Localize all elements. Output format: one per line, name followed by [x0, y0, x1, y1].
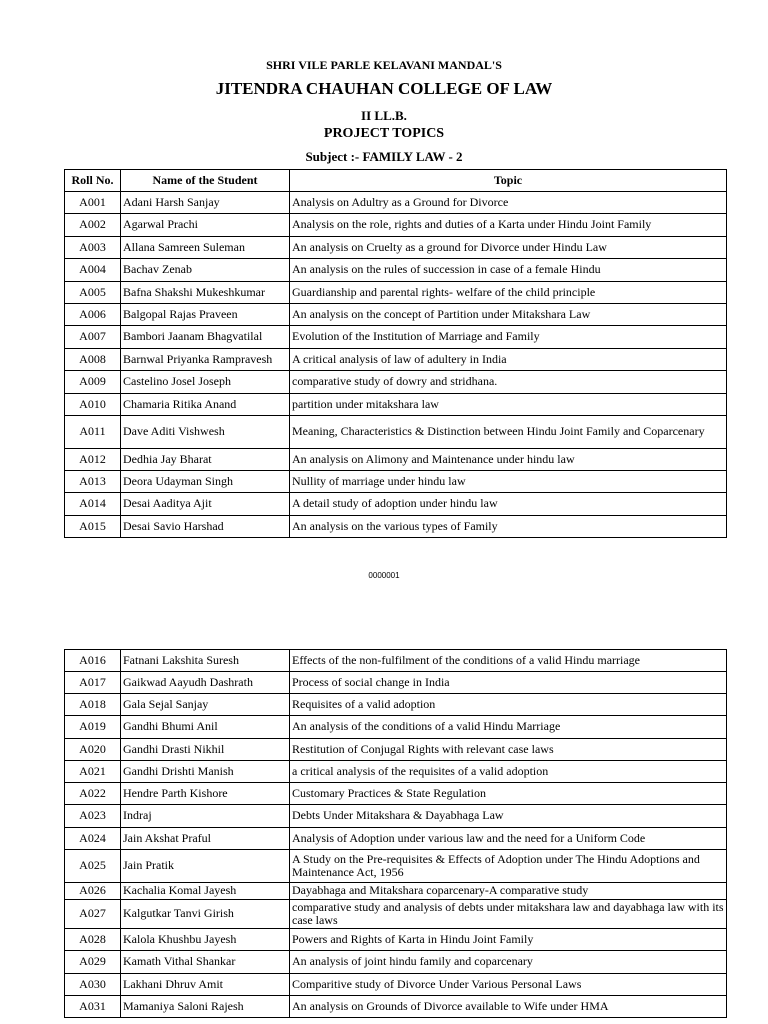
- project-topic: Powers and Rights of Karta in Hindu Joint Family: [290, 929, 727, 951]
- student-name: Jain Pratik: [121, 850, 290, 883]
- table-row: [65, 282, 727, 304]
- roll-number: A017: [65, 672, 121, 694]
- table-row: [65, 716, 727, 739]
- student-name: Adani Harsh Sanjay: [121, 192, 290, 214]
- table-row: [65, 214, 727, 237]
- roll-number: A022: [65, 783, 121, 805]
- table-body-1: [65, 192, 727, 538]
- table-row: [65, 471, 727, 493]
- table-row: [65, 650, 727, 672]
- student-name: Desai Savio Harshad: [121, 516, 290, 538]
- table-row: [65, 783, 727, 805]
- table-row: [65, 850, 727, 883]
- project-topic: An analysis on Alimony and Maintenance under hindu law: [290, 449, 727, 471]
- table-row: [65, 929, 727, 951]
- roll-number: A014: [65, 493, 121, 516]
- project-topic: An analysis on Cruelty as a ground for Divorce under Hindu Law: [290, 237, 727, 259]
- roll-number: A005: [65, 282, 121, 304]
- student-name: Dave Aditi Vishwesh: [121, 416, 290, 449]
- project-topic: A critical analysis of law of adultery in India: [290, 349, 727, 371]
- table-row: [65, 694, 727, 716]
- mandal-name: SHRI VILE PARLE KELAVANI MANDAL'S: [266, 58, 502, 72]
- student-name: Gaikwad Aayudh Dashrath: [121, 672, 290, 694]
- project-topic: Analysis on Adultry as a Ground for Divorce: [290, 192, 727, 214]
- roll-number: A011: [65, 416, 121, 449]
- project-topic: Requisites of a valid adoption: [290, 694, 727, 716]
- student-name: Barnwal Priyanka Rampravesh: [121, 349, 290, 371]
- table-row: [65, 996, 727, 1018]
- project-topic: Evolution of the Institution of Marriage and Family: [290, 326, 727, 349]
- topics-table-1: [64, 169, 727, 538]
- table-row: [65, 449, 727, 471]
- project-topic: a critical analysis of the requisites of a valid adoption: [290, 761, 727, 783]
- project-topic: Analysis on the role, rights and duties of a Karta under Hindu Joint Family: [290, 214, 727, 237]
- table-row: [65, 493, 727, 516]
- roll-number: A001: [65, 192, 121, 214]
- roll-number: A019: [65, 716, 121, 739]
- roll-number: A002: [65, 214, 121, 237]
- project-topic: comparative study of dowry and stridhana.: [290, 371, 727, 394]
- project-topic: Customary Practices & State Regulation: [290, 783, 727, 805]
- student-name: Kachalia Komal Jayesh: [121, 883, 290, 900]
- roll-number: A018: [65, 694, 121, 716]
- project-topic: An analysis of the conditions of a valid Hindu Marriage: [290, 716, 727, 739]
- roll-number: A021: [65, 761, 121, 783]
- student-name: Jain Akshat Praful: [121, 828, 290, 850]
- project-topic: A detail study of adoption under hindu law: [290, 493, 727, 516]
- document-title: PROJECT TOPICS: [323, 126, 445, 141]
- table-row: [65, 371, 727, 394]
- student-name: Deora Udayman Singh: [121, 471, 290, 493]
- student-name: Bachav Zenab: [121, 259, 290, 282]
- roll-number: A031: [65, 996, 121, 1018]
- roll-number: A006: [65, 304, 121, 326]
- project-topic: A Study on the Pre-requisites & Effects of Adoption under The Hindu Adoptions and Maintenance Act, 1956: [290, 850, 727, 883]
- roll-number: A016: [65, 650, 121, 672]
- table-row: [65, 974, 727, 996]
- roll-number: A028: [65, 929, 121, 951]
- table-row: [65, 672, 727, 694]
- roll-number: A027: [65, 900, 121, 929]
- table-row: [65, 761, 727, 783]
- table-row: [65, 900, 727, 929]
- roll-number: A008: [65, 349, 121, 371]
- project-topic: An analysis of joint hindu family and coparcenary: [290, 951, 727, 974]
- student-name: Bafna Shakshi Mukeshkumar: [121, 282, 290, 304]
- table-body-2: [65, 650, 727, 1018]
- topics-table-2: [64, 649, 727, 1018]
- roll-number: A026: [65, 883, 121, 900]
- table-row: [65, 516, 727, 538]
- table-row: [65, 237, 727, 259]
- student-name: Dedhia Jay Bharat: [121, 449, 290, 471]
- table-row: [65, 883, 727, 900]
- student-name: Chamaria Ritika Anand: [121, 394, 290, 416]
- table-row: [65, 739, 727, 761]
- student-name: Kalola Khushbu Jayesh: [121, 929, 290, 951]
- roll-number: A010: [65, 394, 121, 416]
- project-topic: An analysis on the rules of succession in case of a female Hindu: [290, 259, 727, 282]
- student-name: Kamath Vithal Shankar: [121, 951, 290, 974]
- roll-number: A030: [65, 974, 121, 996]
- subject-line: Subject :- FAMILY LAW - 2: [305, 149, 463, 164]
- column-header-roll: Roll No.: [65, 170, 121, 192]
- table-row: [65, 326, 727, 349]
- project-topic: Meaning, Characteristics & Distinction between Hindu Joint Family and Coparcenary: [290, 416, 727, 449]
- table-row: [65, 828, 727, 850]
- project-topic: Comparitive study of Divorce Under Various Personal Laws: [290, 974, 727, 996]
- roll-number: A015: [65, 516, 121, 538]
- roll-number: A012: [65, 449, 121, 471]
- roll-number: A024: [65, 828, 121, 850]
- roll-number: A023: [65, 805, 121, 828]
- student-name: Indraj: [121, 805, 290, 828]
- column-header-topic: Topic: [290, 170, 727, 192]
- student-name: Gandhi Drasti Nikhil: [121, 739, 290, 761]
- project-topic: Nullity of marriage under hindu law: [290, 471, 727, 493]
- student-name: Bambori Jaanam Bhagvatilal: [121, 326, 290, 349]
- student-name: Gandhi Bhumi Anil: [121, 716, 290, 739]
- project-topic: Debts Under Mitakshara & Dayabhaga Law: [290, 805, 727, 828]
- table-header-row: [65, 170, 727, 192]
- roll-number: A025: [65, 850, 121, 883]
- student-name: Fatnani Lakshita Suresh: [121, 650, 290, 672]
- table-row: [65, 304, 727, 326]
- student-name: Desai Aaditya Ajit: [121, 493, 290, 516]
- project-topic: Dayabhaga and Mitakshara coparcenary-A comparative study: [290, 883, 727, 900]
- student-name: Agarwal Prachi: [121, 214, 290, 237]
- class-name: II LL.B.: [361, 108, 407, 123]
- college-name: JITENDRA CHAUHAN COLLEGE OF LAW: [215, 79, 553, 98]
- roll-number: A007: [65, 326, 121, 349]
- table-row: [65, 951, 727, 974]
- student-name: Gala Sejal Sanjay: [121, 694, 290, 716]
- roll-number: A029: [65, 951, 121, 974]
- student-name: Mamaniya Saloni Rajesh: [121, 996, 290, 1018]
- column-header-name: Name of the Student: [121, 170, 290, 192]
- project-topic: Guardianship and parental rights- welfare of the child principle: [290, 282, 727, 304]
- roll-number: A003: [65, 237, 121, 259]
- table-row: [65, 192, 727, 214]
- roll-number: A020: [65, 739, 121, 761]
- project-topic: An analysis on the various types of Family: [290, 516, 727, 538]
- student-name: Hendre Parth Kishore: [121, 783, 290, 805]
- project-topic: Process of social change in India: [290, 672, 727, 694]
- student-name: Lakhani Dhruv Amit: [121, 974, 290, 996]
- project-topic: Restitution of Conjugal Rights with relevant case laws: [290, 739, 727, 761]
- page-number: 0000001: [368, 571, 400, 580]
- roll-number: A004: [65, 259, 121, 282]
- project-topic: An analysis on Grounds of Divorce available to Wife under HMA: [290, 996, 727, 1018]
- table-row: [65, 394, 727, 416]
- project-topic: Analysis of Adoption under various law and the need for a Uniform Code: [290, 828, 727, 850]
- roll-number: A013: [65, 471, 121, 493]
- table-row: [65, 259, 727, 282]
- roll-number: A009: [65, 371, 121, 394]
- project-topic: comparative study and analysis of debts under mitakshara law and dayabhaga law with its case laws: [290, 900, 727, 929]
- student-name: Castelino Josel Joseph: [121, 371, 290, 394]
- student-name: Allana Samreen Suleman: [121, 237, 290, 259]
- student-name: Balgopal Rajas Praveen: [121, 304, 290, 326]
- student-name: Gandhi Drishti Manish: [121, 761, 290, 783]
- student-name: Kalgutkar Tanvi Girish: [121, 900, 290, 929]
- project-topic: partition under mitakshara law: [290, 394, 727, 416]
- table-row: [65, 805, 727, 828]
- table-row: [65, 416, 727, 449]
- project-topic: An analysis on the concept of Partition under Mitakshara Law: [290, 304, 727, 326]
- project-topic: Effects of the non-fulfilment of the conditions of a valid Hindu marriage: [290, 650, 727, 672]
- table-row: [65, 349, 727, 371]
